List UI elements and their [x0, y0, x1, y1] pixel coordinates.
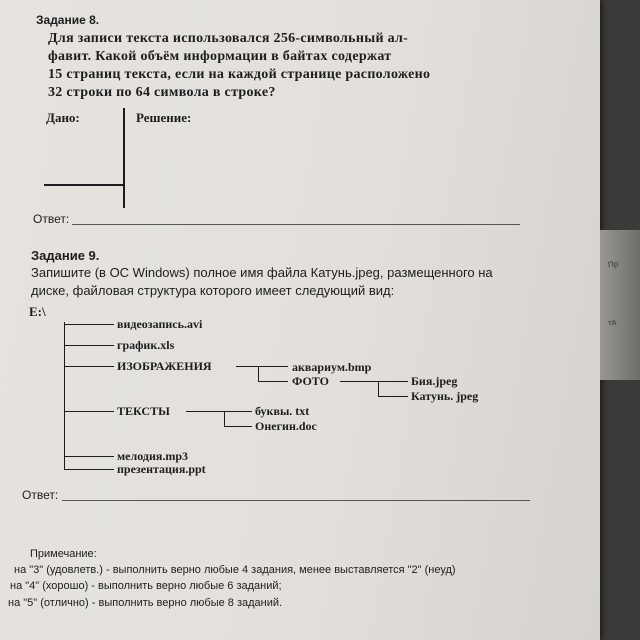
tree-branch-aquarium: [258, 366, 288, 367]
tree-subtrunk-texts: [224, 411, 225, 426]
given-label: Дано:: [46, 110, 80, 125]
task9-line-1: Запишите (в ОС Windows) полное имя файла Катунь.jpeg, размещенного на: [31, 265, 493, 280]
task8-heading: Задание 8.: [36, 13, 100, 27]
tree-connector-images: [236, 366, 258, 367]
given-divider-horizontal: [44, 184, 124, 186]
task8-line-1: Для записи текста использовался 256-символьный ал-: [48, 31, 409, 46]
tree-item-biya: Бия.jpeg: [411, 374, 458, 388]
tree-branch-bukvy: [224, 411, 252, 412]
tree-item-graph: график.xls: [117, 338, 175, 352]
tree-item-melody: мелодия.mp3: [117, 449, 189, 463]
task8-line-4: 32 строки по 64 символа в строке?: [48, 85, 276, 100]
task9-heading: Задание 9.: [31, 248, 100, 263]
tree-folder-photo: ФОТО: [292, 374, 329, 388]
task8-line-3: 15 страниц текста, если на каждой странице расположено: [48, 67, 431, 82]
tree-subtrunk-images: [258, 366, 259, 381]
tree-branch-katun: [378, 396, 408, 397]
task8-line-2: фавит. Какой объём информации в байтах содержат: [48, 49, 392, 64]
tree-item-aquarium: аквариум.bmp: [292, 360, 372, 374]
note-line-1: на "3" (удовлетв.) - выполнить верно любые 4 задания, менее выставляется "2" (неуд): [14, 564, 456, 576]
note-line-2: на "4" (хорошо) - выполнить верно любые 6 заданий;: [10, 580, 282, 592]
tree-item-onegin: Онегин.doc: [255, 419, 317, 433]
task8-answer-line: [72, 224, 520, 225]
tree-branch-biya: [378, 381, 408, 382]
tree-connector-photo: [340, 381, 378, 382]
tree-folder-images: ИЗОБРАЖЕНИЯ: [117, 359, 212, 373]
tree-branch-melody: [64, 456, 114, 457]
tree-connector-texts: [186, 411, 224, 412]
tree-branch-images: [64, 366, 114, 367]
note-line-3: на "5" (отлично) - выполнить верно любые 8 заданий.: [8, 597, 283, 609]
task9-answer-line: [62, 500, 530, 501]
task8-text: [48, 30, 430, 102]
tree-folder-texts: ТЕКСТЫ: [117, 404, 170, 418]
tree-item-presentation: презентация.ppt: [117, 462, 206, 476]
tree-item-video: видеозапись.avi: [117, 317, 203, 331]
tree-branch-presentation: [64, 469, 114, 470]
tree-branch-photo: [258, 381, 288, 382]
solution-divider-vertical: [123, 108, 125, 208]
tree-branch-graph: [64, 345, 114, 346]
tree-item-katun: Катунь. jpeg: [411, 389, 479, 403]
adjacent-page-edge: Пр та: [600, 230, 640, 380]
solution-label: Решение:: [136, 110, 192, 125]
task9-line-2: диске, файловая структура которого имеет следующий вид:: [31, 283, 395, 298]
task8-answer-label: Ответ:: [33, 212, 70, 226]
tree-item-bukvy: буквы. txt: [255, 404, 310, 418]
tree-root: E:\: [29, 304, 46, 319]
task9-answer-label: Ответ:: [22, 488, 59, 502]
tree-branch-video: [64, 324, 114, 325]
note-title: Примечание:: [30, 548, 97, 560]
tree-branch-texts: [64, 411, 114, 412]
tree-subtrunk-photo: [378, 381, 379, 396]
tree-branch-onegin: [224, 426, 252, 427]
